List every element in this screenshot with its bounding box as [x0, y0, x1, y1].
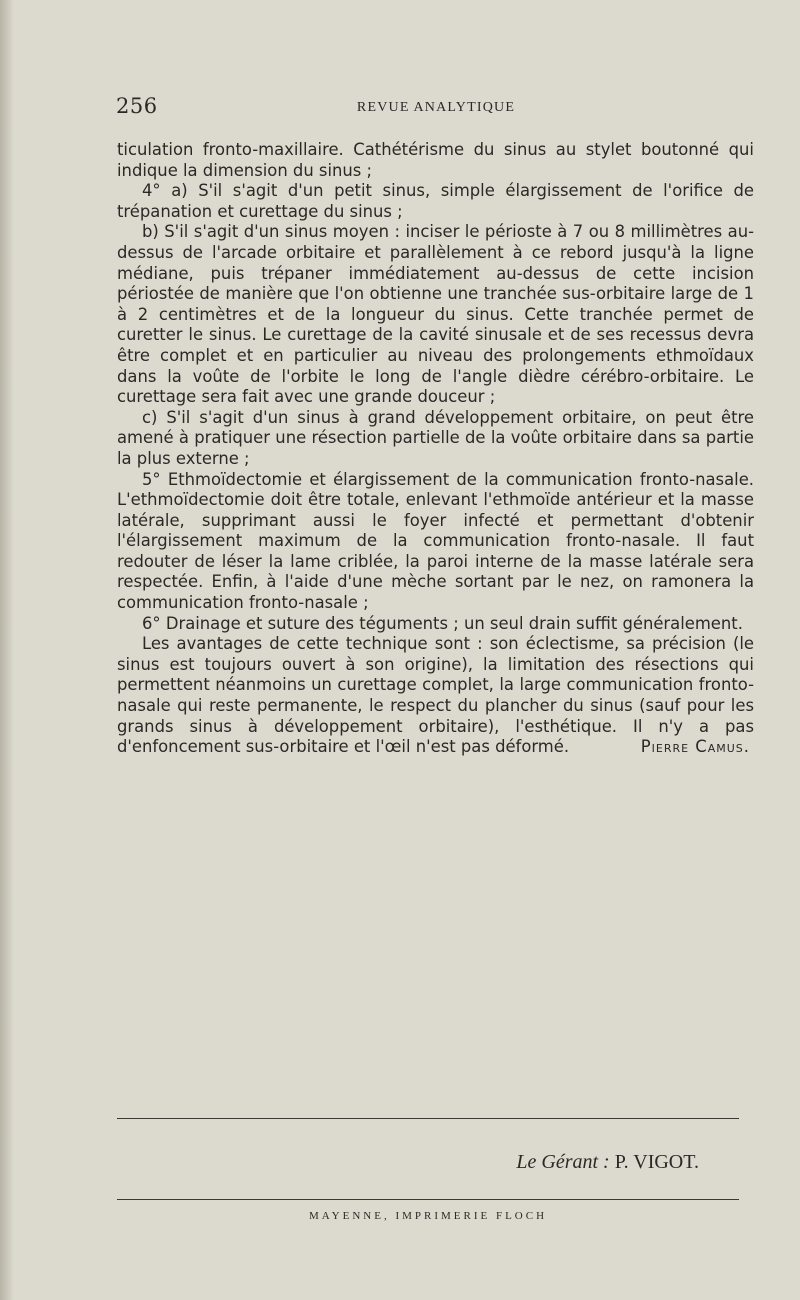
paragraph-step-4b: b) S'il s'agit d'un sinus moyen : inciser le périoste à 7 ou 8 millimètres au-dessus de l'arcade orbitaire et parallèlement à ce rebord jusqu'à la ligne médiane, puis trépaner immédiatement au-dessus de cette incision périostée de manière que l'on obtienne une tranchée sus-orbitaire large de 1 à 2 centimètres et de la longueur du sinus. Cette tranchée permet de curetter le sinus. Le curettage de la cavité sinusale et de ses recessus devra être complet et en particulier au niveau des prolongements ethmoïdaux dans la voûte de l'orbite le long de l'angle dièdre cérébro-orbitaire. Le curettage sera fait avec une grande douceur ; [117, 222, 754, 407]
printer-imprint: MAYENNE, IMPRIMERIE FLOCH [308, 1210, 548, 1222]
paragraph-continuation: ticulation fronto-maxillaire. Cathétérisme du sinus au stylet boutonné qui indique la dimension du sinus ; [117, 140, 754, 180]
gerant-role: Le Gérant : [516, 1151, 610, 1173]
gerant-line [117, 1151, 699, 1174]
paragraph-advantages [117, 634, 754, 758]
footer-rule-top [117, 1118, 739, 1119]
paragraph-step-5: 5° Ethmoïdectomie et élargissement de la communication fronto-nasale. L'ethmoïdectomie doit être totale, enlevant l'ethmoïde antérieur et la masse latérale, supprimant aussi le foyer infecté et permettant d'obtenir l'élargissement maximum de la communication fronto-nasale. Il faut redouter de léser la lame criblée, la paroi interne de la masse latérale sera respectée. Enfin, à l'aide d'une mèche sortant par le nez, on ramonera la communication fronto-nasale ; [117, 469, 754, 613]
paragraph-step-4c: c) S'il s'agit d'un sinus à grand développement orbitaire, on peut être amené à pratiquer une résection partielle de la voûte orbitaire dans sa partie la plus externe ; [117, 407, 754, 468]
gerant-name: P. VIGOT. [614, 1151, 699, 1173]
page-edge-shadow [0, 0, 14, 1300]
running-title: REVUE ANALYTIQUE [356, 100, 516, 115]
paragraph-step-6: 6° Drainage et suture des téguments ; un seul drain suffit généralement. [142, 613, 743, 633]
paragraph-step-4a: 4° a) S'il s'agit d'un petit sinus, simple élargissement de l'orifice de trépanation et curettage du sinus ; [117, 181, 754, 221]
page-header [116, 94, 756, 124]
article-body [117, 140, 754, 758]
page-number: 256 [116, 94, 158, 118]
footer-rule-bottom [117, 1199, 739, 1200]
advantages-text: Les avantages de cette technique sont : son éclectisme, sa précision (le sinus est toujours ouvert à son origine), la limitation des résections qui permettent néanmoins un curettage complet, la large communication fronto-nasale qui reste permanente, le respect du plancher du sinus (sauf pour les grands sinus à développement orbitaire), l'esthétique. Il n'y a pas d'enfoncement sus-orbitaire et l'œil n'est pas déformé. [117, 634, 754, 757]
author-signature: Pierre Camus. [640, 737, 750, 757]
